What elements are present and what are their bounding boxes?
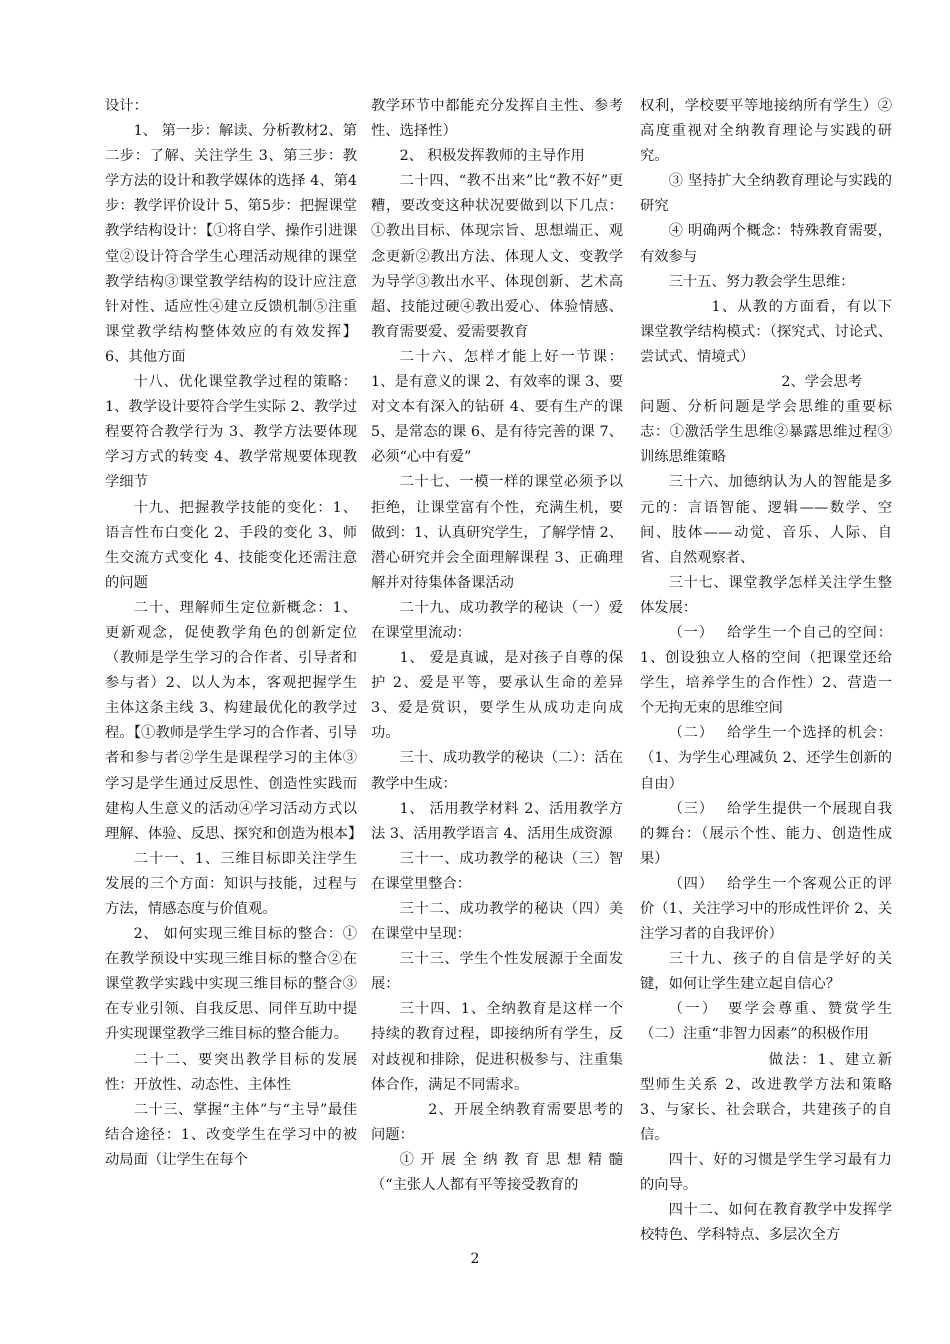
- paragraph: 三十一、成功教学的秘诀（三）智在课堂里整合：: [371, 850, 623, 892]
- text-column-2: [371, 94, 623, 1198]
- paragraph: 三十、成功教学的秘诀（二）：活在教学中生成：: [371, 750, 623, 792]
- paragraph: （一） 要学会尊重、赞赏学生（二）注重“非智力因素”的积极作用: [640, 1001, 892, 1043]
- paragraph: 1、 活用教学材料 2、活用教学方法 3、活用教学语言 4、活用生成资源: [371, 800, 623, 842]
- paragraph: （二） 给学生一个选择的机会：（1、为学生心理减负 2、还学生创新的自由）: [640, 725, 892, 792]
- paragraph: 1、从教的方面看，有以下课堂教学结构模式：（探究式、讨论式、尝试式、情境式）: [640, 298, 892, 365]
- paragraph: 十九、把握教学技能的变化：1、语言性布白变化 2、手段的变化 3、师生交流方式变化 4、技能变化还需注意的问题: [105, 499, 357, 591]
- paragraph: 四十二、如何在教育教学中发挥学校特色、学科特点、多层次全方: [640, 1202, 892, 1244]
- paragraph: （四） 给学生一个客观公正的评价（1、关注学习中的形成性评价 2、关注学习者的自我评价）: [640, 875, 892, 943]
- paragraph: 二十三、掌握“主体”与“主导”最佳结合途径：1、改变学生在学习中的被动局面（让学生在每个: [105, 1101, 357, 1168]
- paragraph: 2、学会思考: [781, 374, 862, 391]
- paragraph: 教学环节中都能充分发挥自主性、参考性、选择性）: [371, 98, 623, 140]
- paragraph: 三十四、1、全纳教育是这样一个持续的教育过程，即接纳所有学生，反对歧视和排除，促进积极参与、注重集体合作，满足不同需求。: [371, 1001, 623, 1093]
- paragraph: 二十四、“教不出来”比“教不好”更糟，要改变这种状况要做到以下几点：①教出目标、体现宗旨、思想端正、观念更新②教出方法、体现人文、变教学为导学③教出水平、体现创新、艺术高超、技能过硬④教出爱心、体验情感、教育需要爱、爱需要教育: [371, 173, 623, 340]
- paragraph: 2、开展全纳教育需要思考的问题：: [371, 1101, 623, 1143]
- paragraph: 三十六、加德纳认为人的智能是多元的：言语智能、逻辑——数学、空间、肢体——动觉、音乐、人际、自省、自然观察者、: [640, 474, 892, 566]
- paragraph: ① 开 展 全 纳 教 育 思 想 精 髓: [399, 1151, 623, 1168]
- page-number: 2: [470, 1251, 480, 1267]
- paragraph: 2、 积极发挥教师的主导作用: [399, 148, 585, 165]
- paragraph: 2、 如何实现三维目标的整合：①在教学预设中实现三维目标的整合②在课堂教学实践中实现三维目标的整合③在专业引领、自我反思、同伴互助中提升实现课堂教学三维目标的整合能力。: [105, 926, 357, 1043]
- paragraph: 三十五、努力教会学生思维：: [668, 273, 855, 290]
- paragraph: 三十九、孩子的自信是学好的关键，如何让学生建立起自信心？: [640, 951, 892, 993]
- paragraph: 三十七、课堂教学怎样关注学生整体发展：: [640, 574, 892, 616]
- paragraph: 三十二、成功教学的秘诀（四）美在课堂中呈现：: [371, 901, 623, 943]
- paragraph: （三） 给学生提供一个展现自我的舞台：（展示个性、能力、创造性成果）: [640, 800, 892, 867]
- paragraph: 二十一、1、三维目标即关注学生发展的三个方面：知识与技能，过程与方法，情感态度与价值观。: [105, 850, 357, 917]
- paragraph: ④ 明确两个概念：特殊教育需要，有效参与: [640, 223, 892, 265]
- text-column-1: [105, 94, 363, 1173]
- paragraph: 二十九、成功教学的秘诀（一）爱在课堂里流动：: [371, 599, 623, 641]
- paragraph: （一） 给学生一个自己的空间：1、创设独立人格的空间（把课堂还给学生，培养学生的合作性）2、营造一个无拘无束的思维空间: [640, 624, 892, 717]
- paragraph: 三十三、学生个性发展源于全面发展：: [371, 951, 623, 993]
- paragraph: 问题、分析问题是学会思维的重要标志：①激活学生思维②暴露思维过程③训练思维策略: [640, 399, 892, 466]
- paragraph: 二十六、怎样才能上好一节课：1、是有意义的课 2、有效率的课 3、要对文本有深入的钻研 4、要有生产的课 5、是常态的课 6、是有待完善的课 7、必须“心中有爱”: [371, 348, 623, 466]
- paragraph: 十八、优化课堂教学过程的策略：1、教学设计要符合学生实际 2、教学过程要符合教学行为 3、教学方法要体现学习方式的转变 4、教学常规要体现教学细节: [105, 374, 357, 491]
- paragraph: 二十、理解师生定位新概念：1、更新观念，促使教学角色的创新定位（教师是学生学习的合作者、引导者和参与者）2、以人为本，客观把握学生主体这条主线 3、构建最优化的教学过程。【①教师是学生学习的合作者、引导者和参与者②学生是课程学习的主体③学习是学生通过反思性、创造性实践而建构人生意义的活动④学习活动方式以理解、体验、反思、探究和创造为根本】: [105, 599, 363, 842]
- paragraph: （“主张人人都有平等接受教育的: [371, 1177, 579, 1194]
- paragraph: 1、 爱是真诚，是对孩子自尊的保护 2、爱是平等，要承认生命的差异 3、爱是赏识，要学生从成功走向成功。: [371, 650, 623, 742]
- paragraph: ③ 坚持扩大全纳教育理论与实践的研究: [640, 173, 892, 215]
- paragraph: 设计：: [105, 98, 148, 114]
- paragraph: 1、 第一步：解读、分析教材2、第二步：了解、关注学生 3、第三步：教学方法的设计和教学媒体的选择 4、第4步：教学评价设计 5、第5步：把握课堂教学结构设计：【①将自学、操作引进课堂②设计符合学生心理活动规律的课堂教学结构③课堂教学结构的设计应注意针对性、适应性④建立反馈机制⑤注重课堂教学结构整体效应的有效发挥】6、其他方面: [105, 123, 357, 365]
- text-column-3: [640, 94, 892, 1248]
- paragraph: 二十二、要突出教学目标的发展性：开放性、动态性、主体性: [105, 1051, 357, 1093]
- paragraph: 权利，学校要平等地接纳所有学生）②高度重视对全纳教育理论与实践的研究。: [640, 98, 892, 165]
- paragraph: 四十、好的习惯是学生学习最有力的向导。: [640, 1151, 892, 1194]
- paragraph: 二十七、一模一样的课堂必须予以拒绝，让课堂富有个性，充满生机，要做到：1、认真研究学生，了解学情 2、潜心研究并会全面理解课程 3、正确理解并对待集体备课活动: [371, 474, 623, 591]
- paragraph: 做法：1、建立新型师生关系 2、改进教学方法和策略 3、与家长、社会联合，共建孩子的自信。: [640, 1051, 892, 1143]
